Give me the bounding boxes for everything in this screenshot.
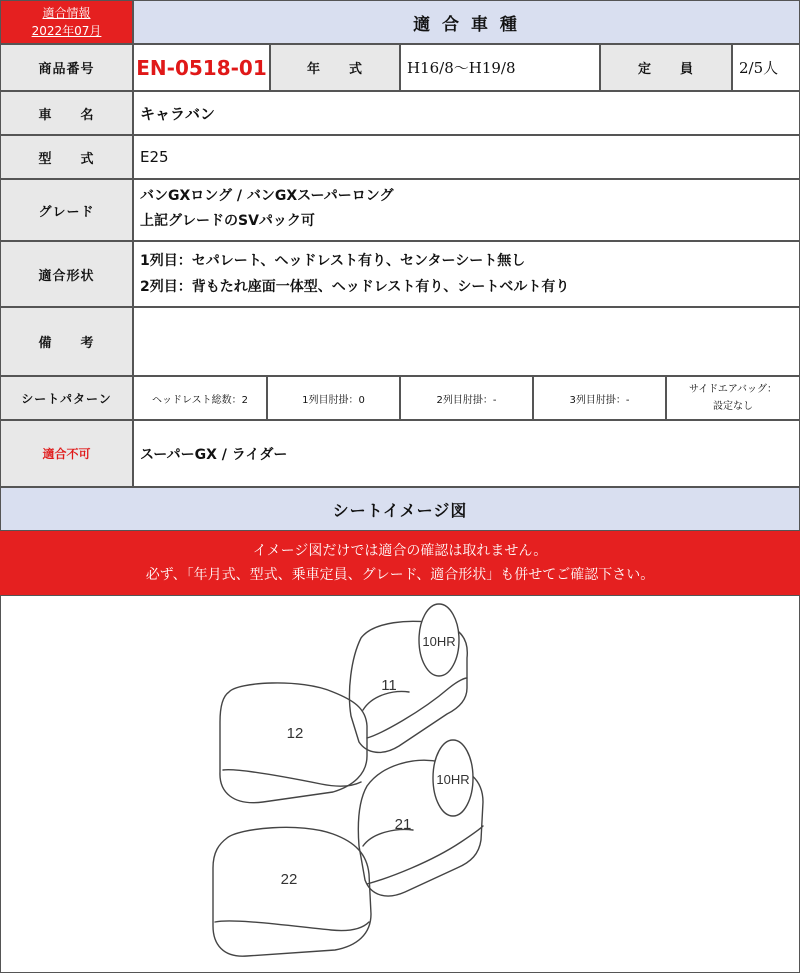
badge-title: 適合情報: [42, 6, 91, 20]
seat-diagram-area: [0, 595, 800, 973]
seat-21-lower: [367, 826, 483, 884]
car-name-label: 車 名: [0, 91, 133, 135]
label-22: 22: [280, 871, 298, 888]
year-label: 年 式: [270, 44, 400, 91]
seat-22-shape: [213, 827, 371, 956]
note-label: 備 考: [0, 307, 133, 376]
seat-diagram: [1, 596, 800, 974]
seat-11-curve: [363, 692, 409, 710]
warning-banner: [0, 531, 800, 595]
label-21: 21: [394, 816, 412, 833]
shape-value: [133, 241, 800, 307]
seat-image-title: シートイメージ図: [0, 487, 800, 531]
grade-label: グレード: [0, 179, 133, 241]
car-name-value: キャラバン: [133, 91, 800, 135]
seat-12-shape: [220, 683, 367, 803]
seat-12-lower: [223, 770, 361, 786]
incompatible-label: 適合不可: [0, 420, 133, 487]
page-title: 適 合 車 種: [133, 0, 800, 44]
headrest-total: ヘッドレスト総数：2: [133, 376, 267, 420]
side-airbag-label: サイドエアバッグ：: [688, 384, 778, 395]
label-11: 11: [381, 677, 397, 694]
shape-line-2: 2列目：背もたれ座面一体型、ヘッドレスト有り、シートベルト有り: [140, 279, 570, 295]
info-badge: [0, 0, 133, 44]
note-value: [133, 307, 800, 376]
label-12: 12: [286, 725, 304, 742]
year-value: H16/8～H19/8: [400, 44, 600, 91]
product-code-value: EN-0518-01: [133, 44, 270, 91]
grade-value: [133, 179, 800, 241]
badge-date: 2022年07月: [31, 24, 102, 38]
capacity-value: 2/5人: [732, 44, 800, 91]
incompatible-value: スーパーGX / ライダー: [133, 420, 800, 487]
grade-line-2: 上記グレードのSVパック可: [140, 213, 315, 229]
row3-armrest: 3列目肘掛：-: [533, 376, 666, 420]
shape-line-1: 1列目：セパレート、ヘッドレスト有り、センターシート無し: [140, 253, 526, 269]
side-airbag-value: 設定なし: [713, 401, 753, 412]
label-10hr-top: 10HR: [422, 634, 456, 649]
shape-label: 適合形状: [0, 241, 133, 307]
grade-line-1: バンGXロング / バンGXスーパーロング: [140, 188, 394, 204]
seat-pattern-label: シートパターン: [0, 376, 133, 420]
model-label: 型 式: [0, 135, 133, 179]
model-value: E25: [133, 135, 800, 179]
product-code-label: 商品番号: [0, 44, 133, 91]
row1-armrest: 1列目肘掛：0: [267, 376, 400, 420]
label-10hr-bottom: 10HR: [436, 772, 470, 787]
capacity-label: 定 員: [600, 44, 732, 91]
warning-line-2: 必ず、「年月式、型式、乗車定員、グレード、適合形状」も併せてご確認下さい。: [145, 567, 655, 583]
warning-line-1: イメージ図だけでは適合の確認は取れません。: [252, 543, 548, 559]
row2-armrest: 2列目肘掛：-: [400, 376, 533, 420]
side-airbag: [666, 376, 800, 420]
seat-22-lower: [215, 921, 369, 931]
